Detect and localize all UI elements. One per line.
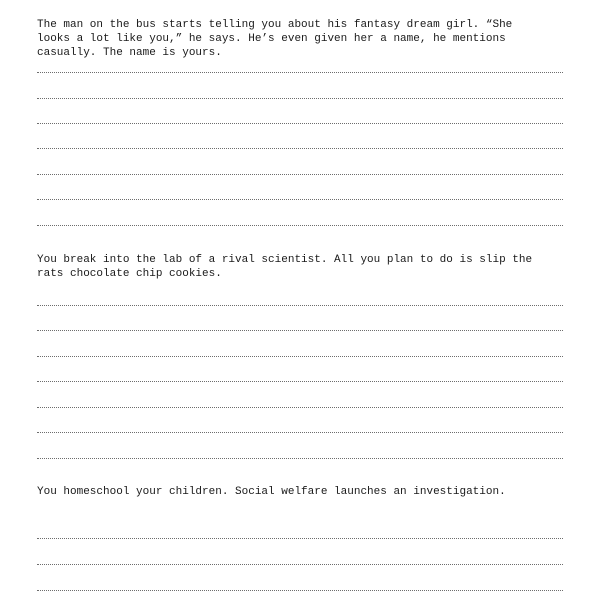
writing-line [37,564,563,565]
prompt-2-text: You break into the lab of a rival scientist. All you plan to do is slip the rats chocolate chip cookies. [37,254,533,280]
writing-line [37,407,563,408]
writing-line [37,148,563,149]
writing-line [37,225,563,226]
writing-line [37,538,563,539]
writing-line [37,356,563,357]
writing-line [37,72,563,73]
prompt-3-text: You homeschool your children. Social welfare launches an investigation. [37,486,506,498]
writing-line [37,199,563,200]
writing-line [37,174,563,175]
writing-line [37,98,563,99]
writing-line [37,590,563,591]
writing-line [37,381,563,382]
writing-line [37,330,563,331]
writing-line [37,305,563,306]
prompt-1-text: The man on the bus starts telling you about his fantasy dream girl. “She looks a lot like you,” he says. He’s even given her a name, he mentions casually. The name is yours. [37,19,513,59]
writing-line [37,458,563,459]
writing-line [37,432,563,433]
writing-line [37,123,563,124]
